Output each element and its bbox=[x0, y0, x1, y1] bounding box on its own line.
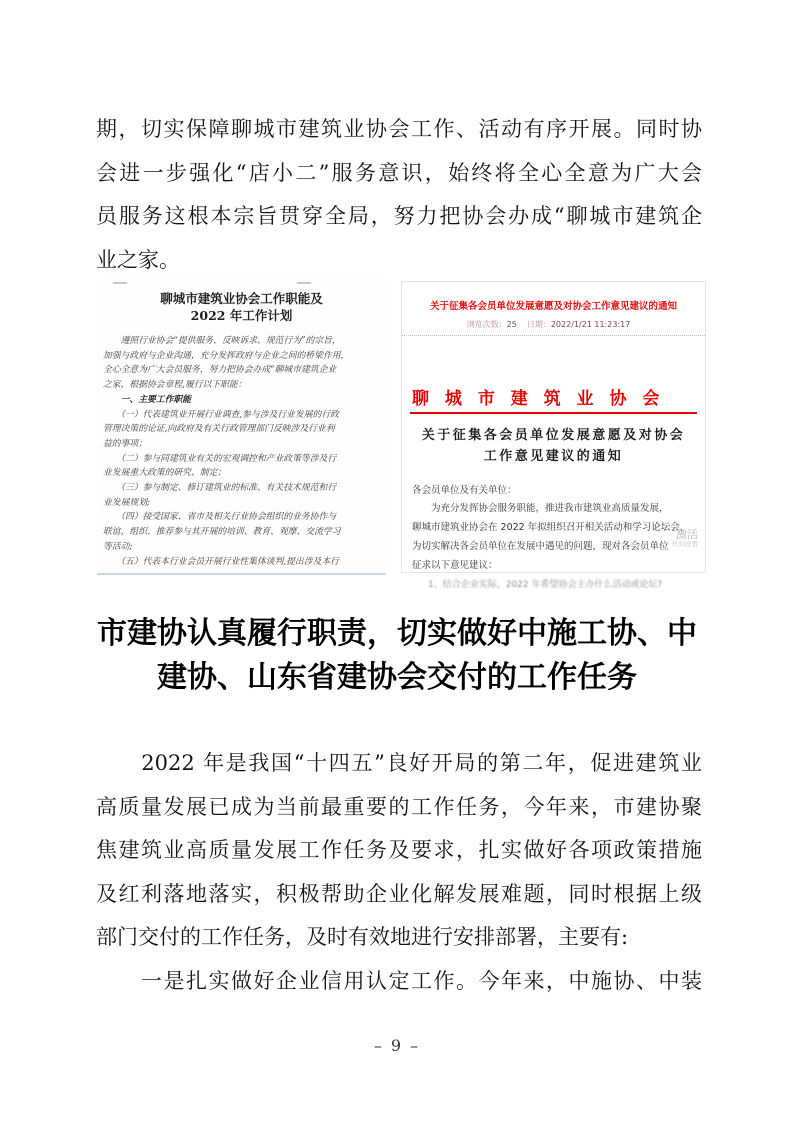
views-label: 浏览次数： bbox=[466, 320, 507, 329]
notice-title-line: 关于征集各会员单位发展意愿及对协会 bbox=[421, 428, 686, 443]
text-line: 业发展重大政策的研究、制定； bbox=[103, 468, 227, 479]
notice-meta-row bbox=[402, 319, 705, 330]
section-heading-line: 市建协认真履行职责，切实做好中施工协、中 bbox=[97, 616, 697, 651]
notice-body bbox=[402, 499, 705, 575]
scan-artifact bbox=[297, 282, 311, 284]
text-line: 征求以下意见建议： bbox=[412, 560, 498, 571]
embedded-image-notice-webpage bbox=[401, 281, 706, 590]
notice-document-title bbox=[402, 425, 705, 467]
work-plan-body bbox=[97, 334, 386, 569]
text-line: （二）参与同建筑业有关的宏观调控和产业政策等涉及行 bbox=[103, 453, 337, 464]
watermark-line: 转到设置 bbox=[672, 540, 698, 549]
dotted-divider bbox=[402, 335, 705, 336]
section-heading-line: 建协、山东省建协会交付的工作任务 bbox=[157, 660, 637, 695]
activation-watermark bbox=[672, 528, 698, 549]
text-line: 员服务这根本宗旨贯穿全局，努力把协会办成“聊城市建筑企 bbox=[96, 204, 702, 228]
text-line: 等活动; bbox=[103, 541, 133, 552]
association-red-header: 聊 城 市 建 筑 业 协 会 bbox=[412, 389, 665, 409]
text-line: 会进一步强化“店小二”服务意识，始终将全心全意为广大会 bbox=[96, 160, 702, 185]
date-label: 日期： bbox=[526, 320, 551, 329]
text-line: 高质量发展已成为当前最重要的工作任务，今年来，市建协聚 bbox=[96, 794, 702, 819]
text-line: 管理决策的论证,向政府及有关行政管理部门反映涉及行业利 bbox=[103, 424, 335, 435]
embedded-image-work-plan bbox=[97, 278, 386, 575]
text-line: 为切实解决各会员单位在发展中遇见的问题，现对各会员单位 bbox=[412, 541, 669, 552]
text-line: 联谊，组织、推荐参与其开展的培训、教育、观摩、交流学习 bbox=[103, 527, 341, 538]
work-plan-title-line: 聊城市建筑业协会工作职能及 bbox=[160, 291, 323, 306]
paragraph-top bbox=[96, 108, 702, 282]
date-value: 2022/1/21 11:23:17 bbox=[550, 320, 631, 329]
text-line: 为充分发挥协会服务职能，推进我市建筑业高质量发展， bbox=[412, 503, 669, 514]
text-line: 焦建筑业高质量发展工作任务及要求，扎实做好各项政策措施 bbox=[96, 838, 702, 862]
text-line: 一、主要工作职能 bbox=[103, 394, 191, 405]
text-line: 部门交付的工作任务，及时有效地进行安排部署，主要有: bbox=[96, 925, 629, 949]
text-line: （五）代表本行业会员开展行业性集体谈判,提出涉及本行 bbox=[103, 556, 339, 567]
notice-salutation: 各会员单位及有关单位： bbox=[412, 485, 517, 496]
notice-page-title: 关于征集各会员单位发展意愿及对协会工作意见建议的通知 bbox=[429, 301, 677, 312]
paragraph-main bbox=[96, 742, 702, 1003]
work-plan-title bbox=[97, 278, 386, 324]
text-line: 益的事项； bbox=[103, 438, 147, 449]
section-heading bbox=[50, 612, 744, 700]
watermark-line: 激活 bbox=[676, 528, 698, 541]
work-plan-title-line: 2022 年工作计划 bbox=[190, 308, 293, 323]
notice-title-line: 工作意见建议的通知 bbox=[483, 449, 624, 464]
text-line: 业发展规划; bbox=[103, 497, 150, 508]
text-line: 业之家。 bbox=[96, 247, 180, 272]
text-line: 遵照行业协会“提供服务、反映诉求、规范行为”的宗旨， bbox=[103, 336, 341, 346]
scan-artifact bbox=[113, 282, 127, 284]
text-line: （四）接受国家、省市及相关行业协会组织的业务协作与 bbox=[103, 512, 337, 523]
views-count: 25 bbox=[506, 320, 517, 329]
text-line: 聊城市建筑业协会在 2022 年拟组织召开相关活动和学习论坛会， bbox=[412, 522, 690, 533]
text-line: （一）代表建筑业开展行业调查,参与涉及行业发展的行政 bbox=[103, 409, 339, 420]
text-line: 一是扎实做好企业信用认定工作。今年来，中施协、中装 bbox=[96, 968, 702, 993]
text-line: 及红利落地落实，积极帮助企业化解发展难题，同时根据上级 bbox=[96, 881, 702, 906]
page-number: – 9 – bbox=[373, 1036, 421, 1055]
truncated-text-line: 1、结合企业实际，2022 年希望协会主办什么活动或论坛? bbox=[428, 580, 663, 590]
text-line: （三）参与制定、修订建筑业的标准、有关技术规范和行 bbox=[103, 483, 337, 494]
text-line: 全心全意为广大会员服务，努力把协会办成“聊城市建筑企业 bbox=[103, 365, 337, 376]
text-line: 期，切实保障聊城市建筑业协会工作、活动有序开展。同时协 bbox=[96, 117, 702, 141]
text-line: 加强与政府与企业沟通，充分发挥政府与企业之间的桥梁作用， bbox=[103, 350, 350, 361]
text-line: 2022 年是我国“十四五”良好开局的第二年，促进建筑业 bbox=[96, 751, 702, 775]
text-line: 之家，根据协会章程,履行以下职能： bbox=[103, 380, 247, 391]
red-underline bbox=[410, 412, 697, 414]
